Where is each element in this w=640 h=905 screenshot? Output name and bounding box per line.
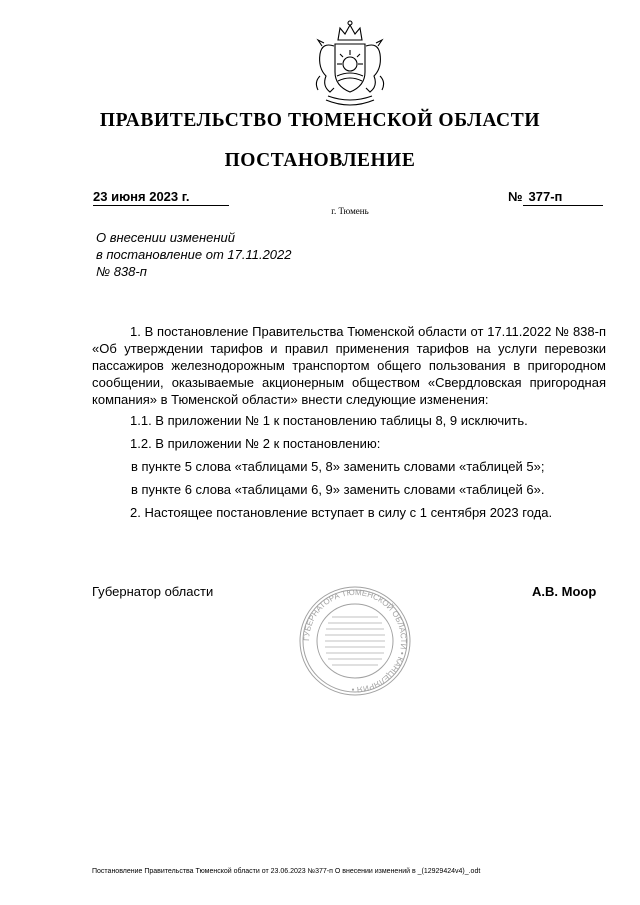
signatory-name: А.В. Моор — [532, 584, 597, 599]
document-date: 23 июня 2023 г. — [93, 189, 229, 206]
subject-line: О внесении изменений — [96, 230, 235, 245]
document-kind: ПОСТАНОВЛЕНИЕ — [224, 150, 416, 171]
official-stamp — [296, 583, 414, 699]
document-number — [508, 189, 603, 206]
subject-line: в постановление от 17.11.2022 — [96, 247, 292, 262]
stamp-ring-text: ГУБЕРНАТОРА ТЮМЕНСКОЙ ОБЛАСТИ • КАНЦЕЛЯРИЯ • — [301, 587, 409, 695]
paragraph: в пункте 5 слова «таблицами 5, 8» заменить словами «таблицей 5»; — [131, 459, 545, 474]
city: г. Тюмень — [331, 206, 369, 216]
page-footer: Постановление Правительства Тюменской области от 23.06.2023 №377-п О внесении изменений в _(12929424v4)_.odt — [92, 868, 481, 875]
signatory-role: Губернатор области — [92, 584, 214, 599]
paragraph: 1.2. В приложении № 2 к постановлению: — [130, 436, 381, 451]
document-body — [92, 323, 606, 527]
subject-line: № 838-п — [96, 264, 147, 279]
paragraph: в пункте 6 слова «таблицами 6, 9» заменить словами «таблицей 6». — [131, 482, 545, 497]
number-prefix: № — [508, 189, 523, 204]
paragraph: 2. Настоящее постановление вступает в силу с 1 сентября 2023 года. — [130, 505, 553, 520]
paragraph: 1.1. В приложении № 1 к постановлению таблицы 8, 9 исключить. — [130, 413, 528, 428]
coat-of-arms-icon — [300, 16, 400, 116]
subject-block — [96, 229, 292, 280]
government-title: ПРАВИТЕЛЬСТВО ТЮМЕНСКОЙ ОБЛАСТИ — [99, 110, 541, 131]
paragraph: 1. В постановление Правительства Тюменской области от 17.11.2022 № 838-п «Об утверждении тарифов и правил применения тарифов на услуги перевозки пассажиров железнодорожным транспортом общего пользования в пригородном сообщении, оказываемые акционерным обществом «Свердловская пригородная компания» в Тюменской области» внести следующие изменения: — [92, 324, 606, 407]
number-value: 377-п — [523, 189, 603, 206]
